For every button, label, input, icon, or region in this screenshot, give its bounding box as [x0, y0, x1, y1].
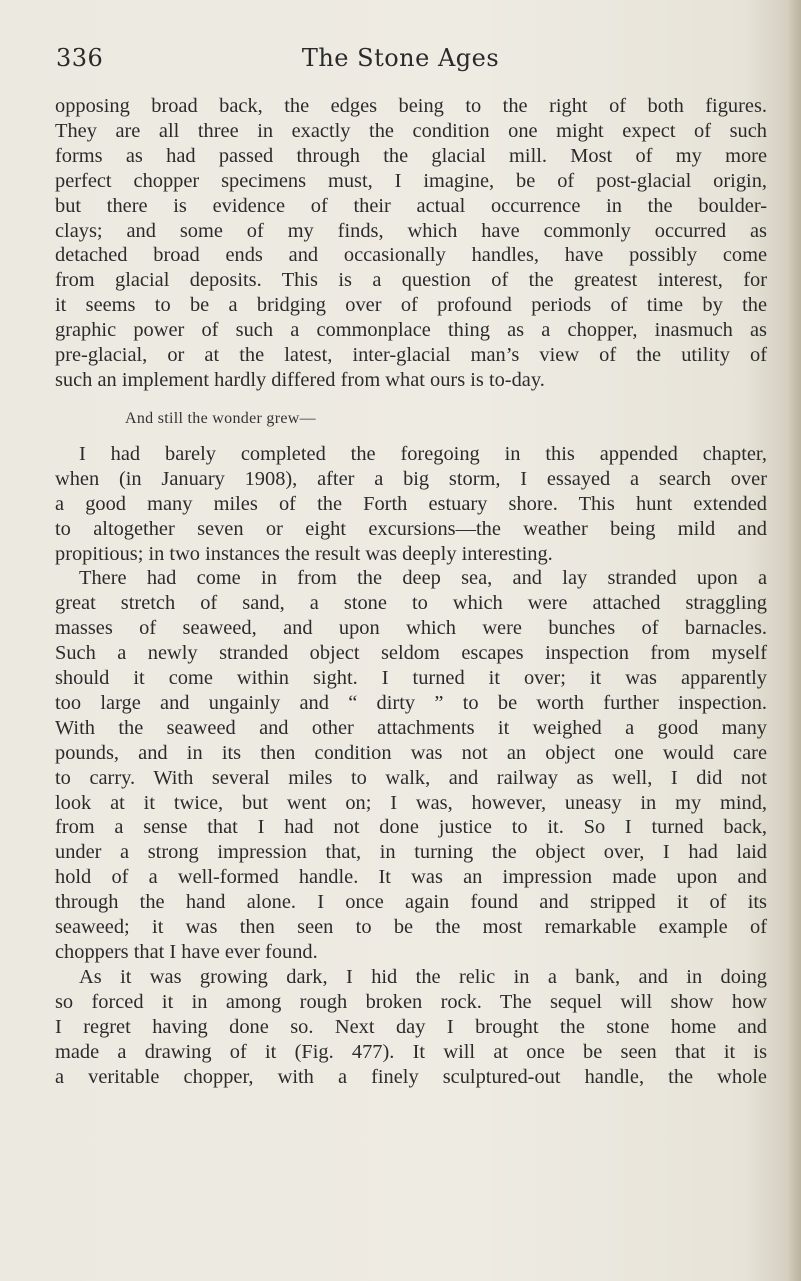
text-line: to altogether seven or eight excursions—the weather being mild and	[55, 517, 767, 540]
text-line: made a drawing of it (Fig. 477). It will at once be seen that it is	[55, 1040, 767, 1063]
page-edge-shadow	[787, 0, 801, 1281]
body-text	[55, 94, 767, 1089]
text-line: through the hand alone. I once again found and stripped it of its	[55, 891, 767, 914]
text-line: choppers that I have ever found.	[55, 941, 318, 963]
page-header	[0, 44, 801, 84]
text-line: great stretch of sand, a stone to which were attached straggling	[55, 592, 767, 615]
text-line: There had come in from the deep sea, and lay stranded upon a	[79, 567, 767, 590]
text-line: a veritable chopper, with a finely sculptured-out handle, the whole	[55, 1065, 767, 1088]
text-line: graphic power of such a commonplace thing as a chopper, inasmuch as	[55, 319, 767, 342]
text-line: under a strong impression that, in turning the object over, I had laid	[55, 841, 767, 864]
text-line: clays; and some of my finds, which have commonly occurred as	[55, 219, 767, 242]
text-line: As it was growing dark, I hid the relic in a bank, and in doing	[79, 965, 767, 988]
text-line: pounds, and in its then condition was not an object one would care	[55, 741, 767, 764]
text-line: from a sense that I had not done justice to it. So I turned back,	[55, 816, 767, 839]
text-line: I regret having done so. Next day I brought the stone home and	[55, 1015, 767, 1038]
text-line: forms as had passed through the glacial mill. Most of my more	[55, 144, 767, 167]
text-line: With the seaweed and other attachments it weighed a good many	[55, 716, 767, 739]
text-line: look at it twice, but went on; I was, however, uneasy in my mind,	[55, 791, 767, 814]
text-line: Such a newly stranded object seldom escapes inspection from myself	[55, 642, 767, 665]
text-line: too large and ungainly and “ dirty ” to be worth further inspection.	[55, 691, 767, 714]
text-line: to carry. With several miles to walk, and railway as well, I did not	[55, 766, 767, 789]
paragraph-4	[55, 965, 767, 1090]
paragraph-1	[55, 94, 767, 393]
text-line: seaweed; it was then seen to be the most remarkable example of	[55, 916, 767, 939]
text-line: but there is evidence of their actual occurrence in the boulder-	[55, 194, 767, 217]
text-line: it seems to be a bridging over of profound periods of time by the	[55, 294, 767, 317]
text-line: They are all three in exactly the condition one might expect of such	[55, 119, 767, 142]
text-line: a good many miles of the Forth estuary shore. This hunt extended	[55, 492, 767, 515]
text-line: propitious; in two instances the result was deeply interesting.	[55, 542, 553, 565]
text-line: so forced it in among rough broken rock. The sequel will show how	[55, 990, 767, 1013]
text-line: such an implement hardly differed from what ours is to-day.	[55, 368, 545, 391]
running-head: The Stone Ages	[301, 44, 500, 72]
text-line: detached broad ends and occasionally handles, have possibly come	[55, 244, 767, 267]
paragraph-3	[55, 566, 767, 965]
text-line: when (in January 1908), after a big storm, I essayed a search over	[55, 467, 767, 490]
text-line: masses of seaweed, and upon which were bunches of barnacles.	[55, 617, 767, 640]
text-line: hold of a well-formed handle. It was an impression made upon and	[55, 866, 767, 889]
text-line: perfect chopper specimens must, I imagine, be of post-glacial origin,	[55, 169, 767, 192]
text-line: opposing broad back, the edges being to the right of both figures.	[55, 95, 767, 117]
text-line: I had barely completed the foregoing in this appended chapter,	[79, 442, 767, 465]
text-line: from glacial deposits. This is a question of the greatest interest, for	[55, 269, 767, 292]
page-number: 336	[56, 44, 104, 72]
paragraph-2	[55, 442, 767, 567]
text-line: should it come within sight. I turned it over; it was apparently	[55, 667, 767, 690]
epigraph-quote: And still the wonder grew—	[125, 409, 316, 427]
text-line: pre-glacial, or at the latest, inter-glacial man’s view of the utility of	[55, 344, 767, 367]
